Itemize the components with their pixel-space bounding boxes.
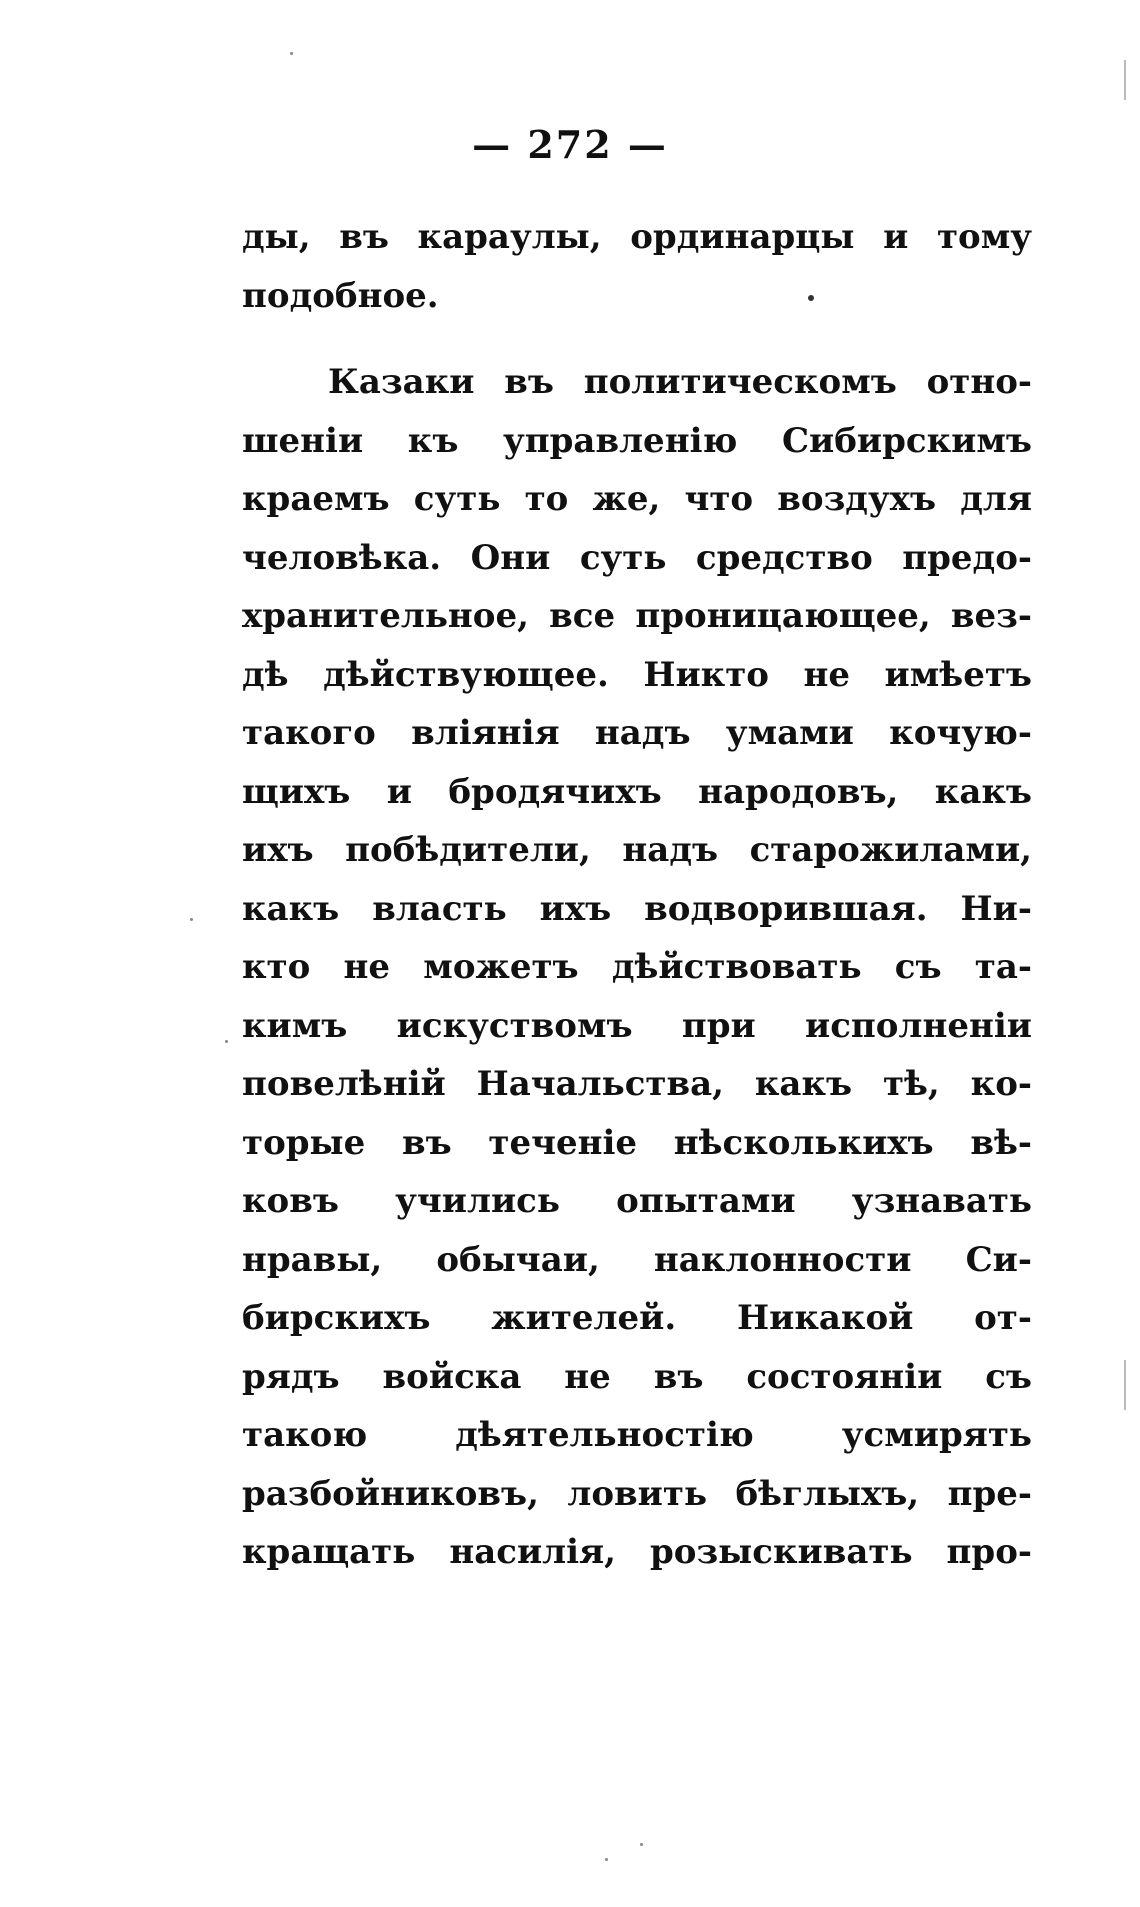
paragraph-cossacks [242, 353, 1032, 1582]
text-line: повелѣній Начальства, какъ тѣ, ко- [242, 1064, 1032, 1104]
scan-speck [290, 52, 293, 55]
page-number: — 272 — [472, 122, 668, 167]
text-line: рядъ войска не въ состояніи съ [242, 1356, 1032, 1397]
text-line: бирскихъ жителей. Никакой от- [242, 1298, 1032, 1338]
text-line: Казаки въ политическомъ отно- [328, 362, 1032, 402]
text-line: краемъ суть то же, что воздухъ для [242, 479, 1032, 519]
scan-edge-mark [1124, 60, 1126, 100]
text-line: разбойниковъ, ловить бѣглыхъ, пре- [242, 1473, 1032, 1514]
scan-speck [225, 1040, 228, 1043]
scan-speck [605, 1858, 608, 1861]
body-text [242, 208, 1032, 1582]
scan-speck [190, 918, 193, 921]
scan-speck [640, 1843, 643, 1846]
text-line: нравы, обычаи, наклонности Си- [242, 1239, 1032, 1280]
text-line: кто не можетъ дѣйствовать съ та- [242, 947, 1032, 987]
text-line: ихъ побѣдители, надъ старожилами, [242, 830, 1032, 870]
text-line: человѣка. Они суть средство предо- [242, 537, 1032, 578]
text-line: ды, въ караулы, ординарцы и тому [242, 217, 1032, 257]
text-line: хранительное, все проницающее, вез- [242, 596, 1032, 636]
text-line: кращать насилія, розыскивать про- [242, 1532, 1032, 1572]
text-line: такою дѣятельностію усмирять [242, 1415, 1032, 1455]
text-line: такого вліянія надъ умами кочую- [242, 713, 1032, 753]
text-line: подобное. [242, 275, 439, 316]
text-line: шеніи къ управленію Сибирскимъ [242, 420, 1032, 461]
text-line: какъ власть ихъ водворившая. Ни- [242, 888, 1032, 929]
text-line: дѣ дѣйствующее. Никто не имѣетъ [242, 654, 1032, 695]
text-line: торые въ теченіе нѣсколькихъ вѣ- [242, 1122, 1032, 1163]
text-line: ковъ учились опытами узнавать [242, 1181, 1032, 1221]
scan-speck [808, 295, 814, 301]
text-line: кимъ искуствомъ при исполненіи [242, 1005, 1032, 1046]
scan-edge-mark [1124, 1360, 1126, 1410]
paragraph-continuation [242, 208, 1032, 325]
text-line: щихъ и бродячихъ народовъ, какъ [242, 771, 1032, 812]
